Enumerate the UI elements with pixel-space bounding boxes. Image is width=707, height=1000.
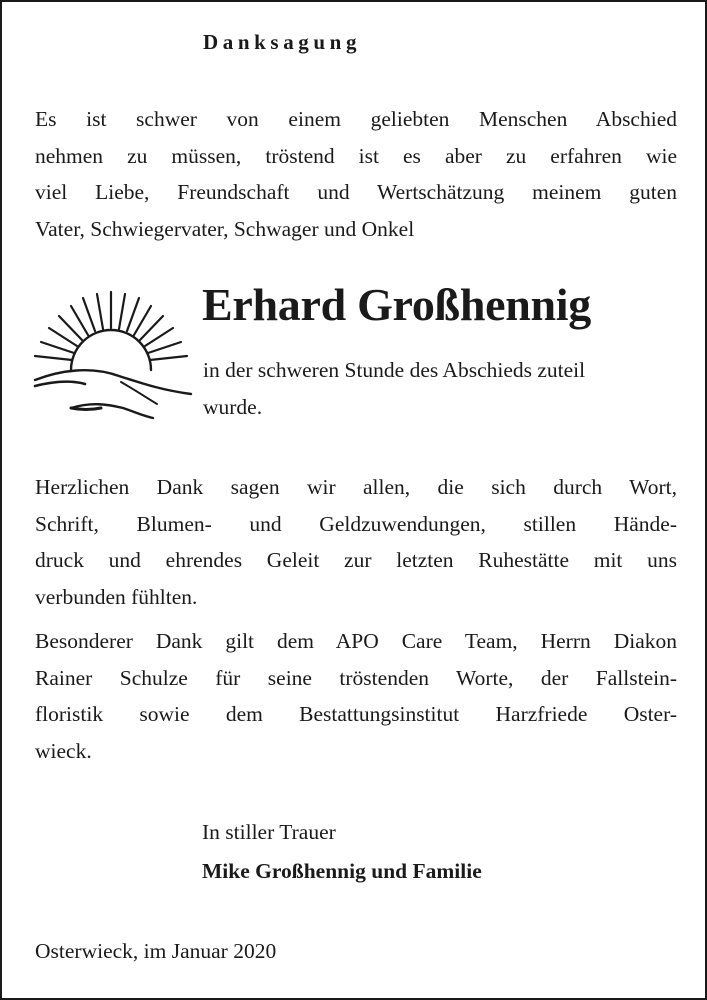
intro-line: Vater, Schwiegervater, Schwager und Onkel — [35, 216, 415, 241]
after-name-paragraph — [203, 352, 677, 425]
thanks-line: verbunden fühlten. — [35, 584, 198, 609]
place-date: Osterwieck, im Januar 2020 — [35, 939, 277, 963]
family-signature: Mike Großhennig und Familie — [202, 859, 482, 883]
mourning-text: In stiller Trauer — [202, 820, 336, 844]
sunset-icon — [31, 286, 195, 424]
thanks-line: druck und ehrendes Geleit zur letzten Ruhestätte mit uns — [35, 548, 677, 572]
intro-paragraph — [35, 101, 677, 247]
after-name-line: wurde. — [203, 394, 263, 419]
intro-line: nehmen zu müssen, tröstend ist es aber zu erfahren wie — [35, 143, 677, 168]
thanks-paragraph — [35, 469, 677, 615]
heading: Danksagung — [203, 30, 362, 54]
special-line: floristik sowie dem Bestattungsinstitut Harzfriede Oster- — [35, 702, 677, 726]
intro-line: viel Liebe, Freundschaft und Wertschätzung meinem guten — [35, 180, 677, 204]
special-line: Besonderer Dank gilt dem APO Care Team, Herrn Diakon — [35, 629, 677, 653]
special-thanks-paragraph — [35, 623, 677, 769]
special-line: wieck. — [35, 738, 92, 763]
intro-line: Es ist schwer von einem geliebten Menschen Abschied — [35, 107, 677, 131]
after-name-line: in der schweren Stunde des Abschieds zuteil — [203, 358, 586, 382]
thanks-line: Herzlichen Dank sagen wir allen, die sich durch Wort, — [35, 475, 677, 499]
special-line: Rainer Schulze für seine tröstenden Worte, der Fallstein- — [35, 665, 677, 690]
thanks-line: Schrift, Blumen- und Geldzuwendungen, stillen Hände- — [35, 511, 677, 536]
deceased-name: Erhard Großhennig — [202, 279, 591, 330]
